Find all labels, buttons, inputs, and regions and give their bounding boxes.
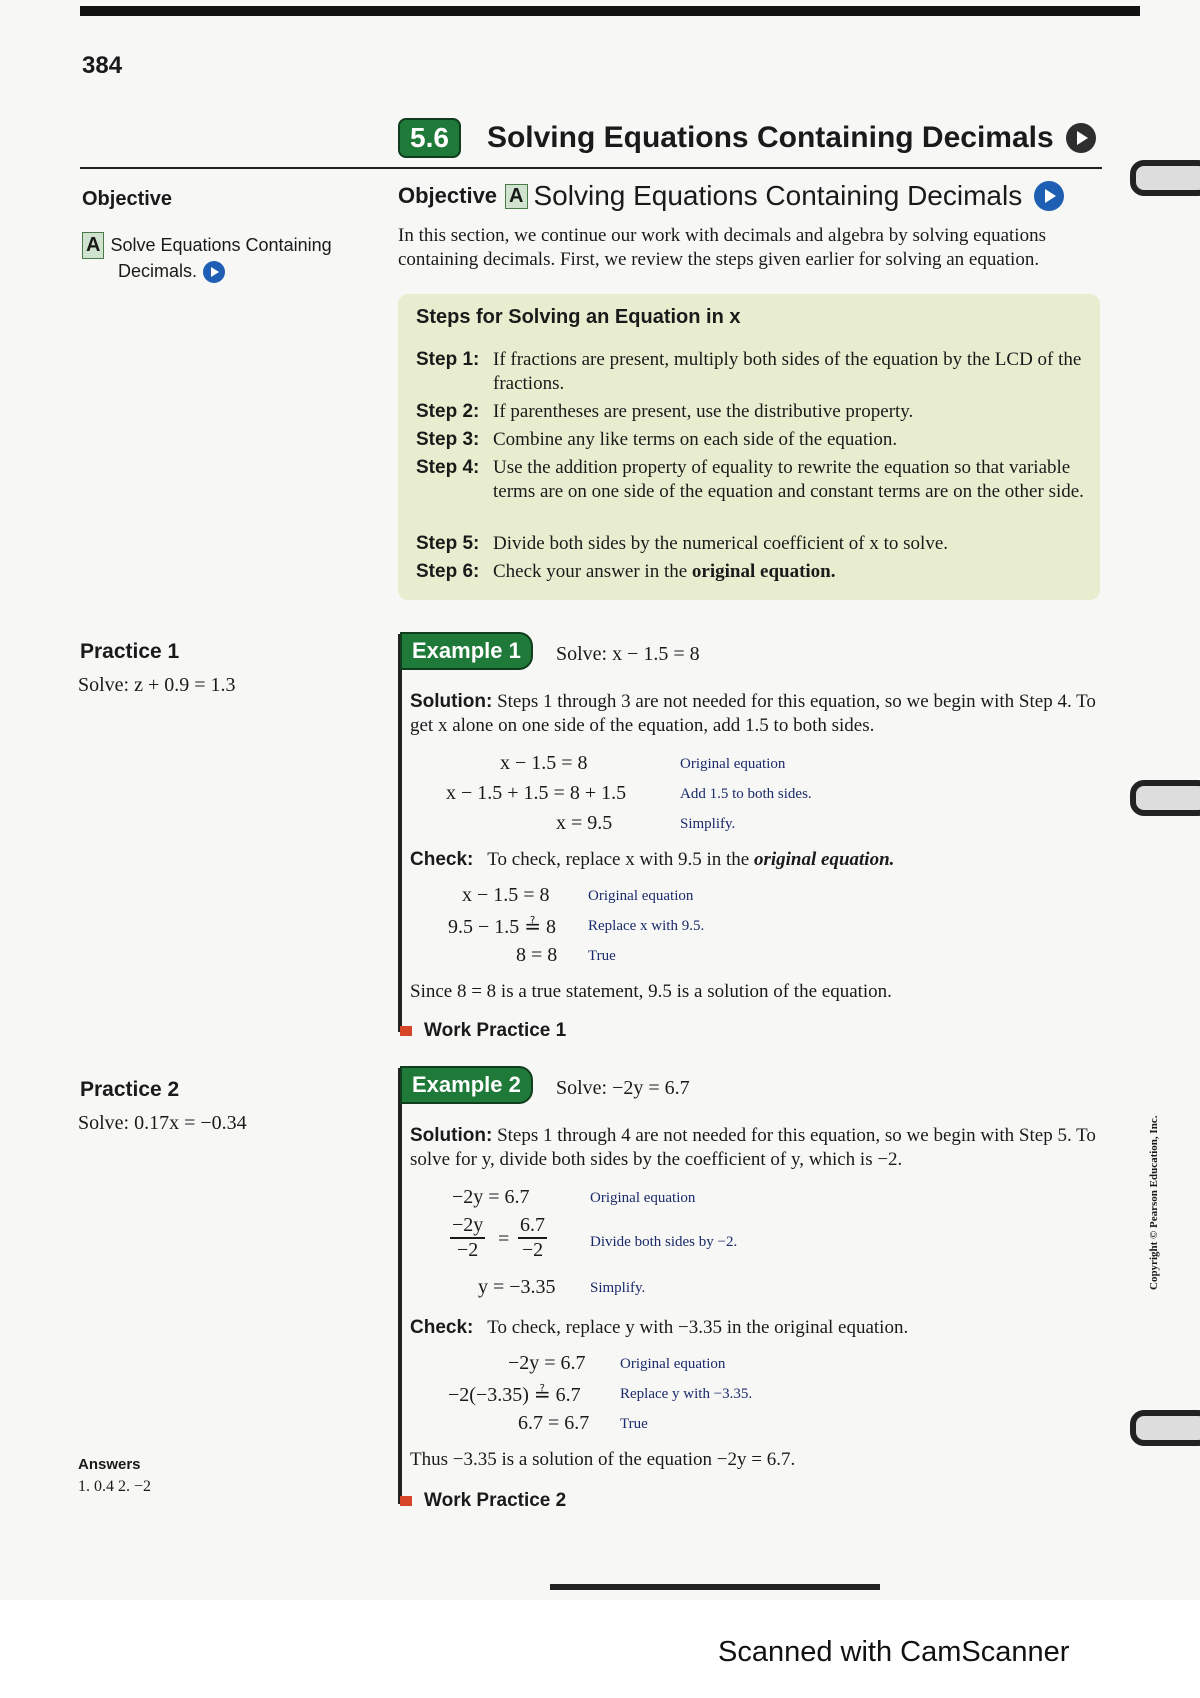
example-2-badge: Example 2 [400,1066,533,1104]
check-equation: x − 1.5 = 8 [462,884,550,906]
objective-letter-badge: A [505,184,527,209]
step-text: Use the addition property of equality to rewrite the equation so that variable terms are on one side of the equation and constant terms are on the other side. [493,457,1084,502]
step-number: Step 1: [416,349,480,370]
check-equation: 8 = 8 [516,944,558,966]
page-number: 384 [82,52,123,79]
step-number: Step 6: [416,561,480,582]
solution-label: Solution: [410,691,493,712]
step-number: Step 3: [416,429,480,450]
objective-title: Solving Equations Containing Decimals [533,180,1023,211]
top-rule [80,6,1140,16]
header-rule [80,167,1102,169]
fraction-numerator: −2y [450,1214,485,1239]
answers-title: Answers [78,1456,141,1473]
example-1-check [410,848,1104,872]
check-note: Replace y with −3.35. [620,1386,753,1402]
step-item [416,560,1086,584]
check-note: True [588,948,616,964]
equation-note: Simplify. [680,816,736,832]
step-text: Divide both sides by the numerical coefficient of x to solve. [493,533,949,554]
section-title: Solving Equations Containing Decimals [486,121,1054,154]
work-practice-2-link[interactable] [400,1490,566,1512]
step-number: Step 4: [416,457,480,478]
fraction-right [518,1214,547,1262]
play-video-icon[interactable] [1066,123,1096,153]
fraction-left [450,1214,485,1262]
step-number: Step 5: [416,533,480,554]
work-practice-label: Work Practice 2 [424,1490,567,1511]
practice-marker-icon [400,1026,412,1036]
steps-title: Steps for Solving an Equation in x [416,306,741,328]
example-1-conclusion: Since 8 = 8 is a true statement, 9.5 is a solution of the equation. [410,981,892,1002]
equals-sign: = [498,1228,510,1250]
scanner-watermark: Scanned with CamScanner [718,1636,1070,1668]
sidebar-objective-text-2: Decimals. [118,261,198,281]
example-1-badge: Example 1 [400,632,533,670]
check-label: Check: [410,1317,474,1338]
fraction-numerator: 6.7 [518,1214,547,1239]
practice-2-text: Solve: 0.17x = −0.34 [78,1112,247,1134]
example-2-conclusion: Thus −3.35 is a solution of the equation −2y = 6.7. [410,1449,796,1470]
step-item [416,456,1086,504]
step-text: Check your answer in the [493,561,688,582]
example-1-solution [410,690,1104,738]
fraction-denominator: −2 [457,1239,479,1261]
steps-box [398,294,1100,600]
equation-note: Original equation [680,756,786,772]
check-text: To check, replace x with 9.5 in the [487,849,750,870]
bottom-rule [550,1584,880,1590]
practice-2-title: Practice 2 [80,1078,180,1101]
play-video-icon[interactable] [203,261,225,283]
example-2-check [410,1316,1104,1340]
step-text-bold: original equation. [691,561,836,582]
check-text-bold: original equation. [753,849,895,870]
section-header [398,118,1096,158]
intro-paragraph: In this section, we continue our work with decimals and algebra by solving equations containing decimals. First, we review the steps given earlier for solving an equation. [398,225,1046,270]
section-badge: 5.6 [398,118,461,158]
example-1-solve: Solve: x − 1.5 = 8 [556,643,700,665]
equation-note: Divide both sides by −2. [590,1234,738,1250]
sidebar-objective-heading: Objective [82,188,173,210]
check-note: Replace x with 9.5. [588,918,705,934]
equation: y = −3.35 [478,1276,556,1298]
example-1-bar [398,634,402,1032]
equation-note: Simplify. [590,1280,646,1296]
check-note: True [620,1416,648,1432]
solution-text: Steps 1 through 3 are not needed for this equation, so we begin with Step 4. To get x alone on one side of the equation, add 1.5 to both sides. [410,691,1096,736]
step-text: If parentheses are present, use the distributive property. [493,401,914,422]
equation: x = 9.5 [556,812,613,834]
practice-1-text: Solve: z + 0.9 = 1.3 [78,674,236,696]
equation: x − 1.5 = 8 [500,752,588,774]
example-2-solution [410,1124,1104,1172]
work-practice-1-link[interactable] [400,1020,566,1042]
step-item [416,532,1086,556]
equation-note: Add 1.5 to both sides. [680,786,812,802]
equation: −2y = 6.7 [452,1186,530,1208]
step-text: If fractions are present, multiply both sides of the equation by the LCD of the fractions. [493,349,1082,394]
step-text: Combine any like terms on each side of the equation. [493,429,898,450]
equation: x − 1.5 + 1.5 = 8 + 1.5 [446,782,627,804]
practice-marker-icon [400,1496,412,1506]
check-label: Check: [410,849,474,870]
objective-label: Objective [398,183,498,208]
fraction-denominator: −2 [521,1239,544,1261]
binder-ring-icon [1130,1410,1200,1446]
check-equation: 9.5 − 1.5 ≟ 8 [448,916,557,938]
check-text: To check, replace y with −3.35 in the original equation. [487,1317,909,1338]
step-number: Step 2: [416,401,480,422]
sidebar-objective-text-1: Solve Equations Containing [110,235,332,255]
copyright-notice: Copyright © Pearson Education, Inc. [1148,1115,1160,1290]
sidebar-objective-item [82,232,372,284]
practice-1-title: Practice 1 [80,640,180,663]
binder-ring-icon [1130,780,1200,816]
equation-note: Original equation [590,1190,696,1206]
example-2-bar [398,1068,402,1504]
example-2-solve: Solve: −2y = 6.7 [556,1077,690,1099]
work-practice-label: Work Practice 1 [424,1020,567,1041]
step-item [416,428,1086,452]
check-note: Original equation [620,1356,726,1372]
objective-heading [398,180,1064,212]
solution-text: Steps 1 through 4 are not needed for this equation, so we begin with Step 5. To solve for y, divide both sides by the coefficient of y, which is −2. [410,1125,1096,1170]
step-item [416,400,1086,424]
check-equation: 6.7 = 6.7 [518,1412,590,1434]
answers-text: 1. 0.4 2. −2 [78,1478,152,1495]
objective-letter-badge: A [82,232,104,259]
play-video-icon[interactable] [1034,181,1064,211]
check-equation: −2(−3.35) ≟ 6.7 [448,1384,581,1406]
check-note: Original equation [588,888,694,904]
binder-ring-icon [1130,160,1200,196]
step-item [416,348,1086,396]
solution-label: Solution: [410,1125,493,1146]
check-equation: −2y = 6.7 [508,1352,586,1374]
